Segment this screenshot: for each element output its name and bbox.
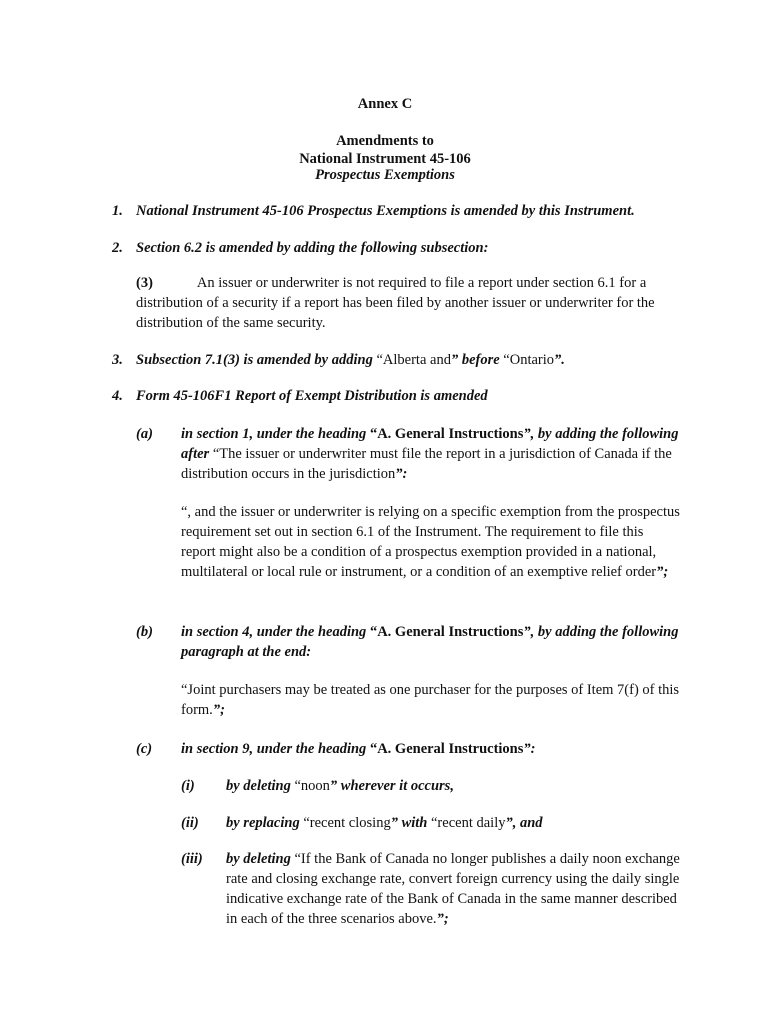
item-4-number: 4. (112, 388, 123, 404)
sub-b-label: (b) (136, 624, 153, 640)
sub-c-ii-label: (ii) (181, 815, 199, 831)
item-2-subsection (136, 273, 681, 333)
sub-c-ii-text: by replacing “recent closing” with “recent daily”, and (226, 815, 543, 831)
item-3-text: Subsection 7.1(3) is amended by adding “Alberta and” before “Ontario”. (136, 352, 565, 368)
sub-b-text: in section 4, under the heading “A. General Instructions”, by adding the following paragraph at the end: (181, 624, 679, 660)
sub-c-label: (c) (136, 741, 153, 757)
sub-c-text: in section 9, under the heading “A. General Instructions”: (181, 741, 536, 757)
item-1-number: 1. (112, 203, 123, 219)
item-2-text: Section 6.2 is amended by adding the following subsection: (136, 240, 489, 256)
sub-c-i-label: (i) (181, 778, 195, 794)
item-1-text: National Instrument 45-106 Prospectus Exemptions is amended by this Instrument. (136, 203, 635, 219)
sub-a-label: (a) (136, 426, 153, 442)
item-3-number: 3. (112, 352, 123, 368)
sub-b-quote: “Joint purchasers may be treated as one purchaser for the purposes of Item 7(f) of this form.”; (181, 682, 680, 718)
amendments-heading: Amendments to (336, 133, 434, 149)
item-4-text: Form 45-106F1 Report of Exempt Distribution is amended (136, 388, 488, 404)
subsection-label: (3) (136, 275, 153, 291)
subsection-text: An issuer or underwriter is not required to file a report under section 6.1 for a distribution of a security if a report has been filed by another issuer or underwriter for the distribution of the same security. (136, 275, 655, 331)
instrument-subtitle: Prospectus Exemptions (315, 167, 455, 183)
sub-a-quote: “, and the issuer or underwriter is relying on a specific exemption from the prospectus requirement set out in section 6.1 of the Instrument. The requirement to file this report might also be a condition of a prospectus exemption provided in a national, multilateral or local rule or instrument, or a condition of an exemptive relief order”; (181, 504, 680, 580)
sub-c-i-text: by deleting “noon” wherever it occurs, (226, 778, 454, 794)
instrument-heading: National Instrument 45-106 (299, 151, 471, 167)
annex-title: Annex C (357, 96, 413, 112)
item-2-number: 2. (112, 240, 123, 256)
sub-c-iii-label: (iii) (181, 851, 203, 867)
sub-c-iii-text: by deleting “If the Bank of Canada no longer publishes a daily noon exchange rate and closing exchange rate, convert foreign currency using the daily single indicative exchange rate of the Bank of Canada in the same manner described in each of the three scenarios above.”; (226, 851, 680, 927)
sub-a-text: in section 1, under the heading “A. General Instructions”, by adding the following after “The issuer or underwriter must file the report in a jurisdiction of Canada if the distribution occurs in the jurisdiction”: (181, 426, 679, 482)
